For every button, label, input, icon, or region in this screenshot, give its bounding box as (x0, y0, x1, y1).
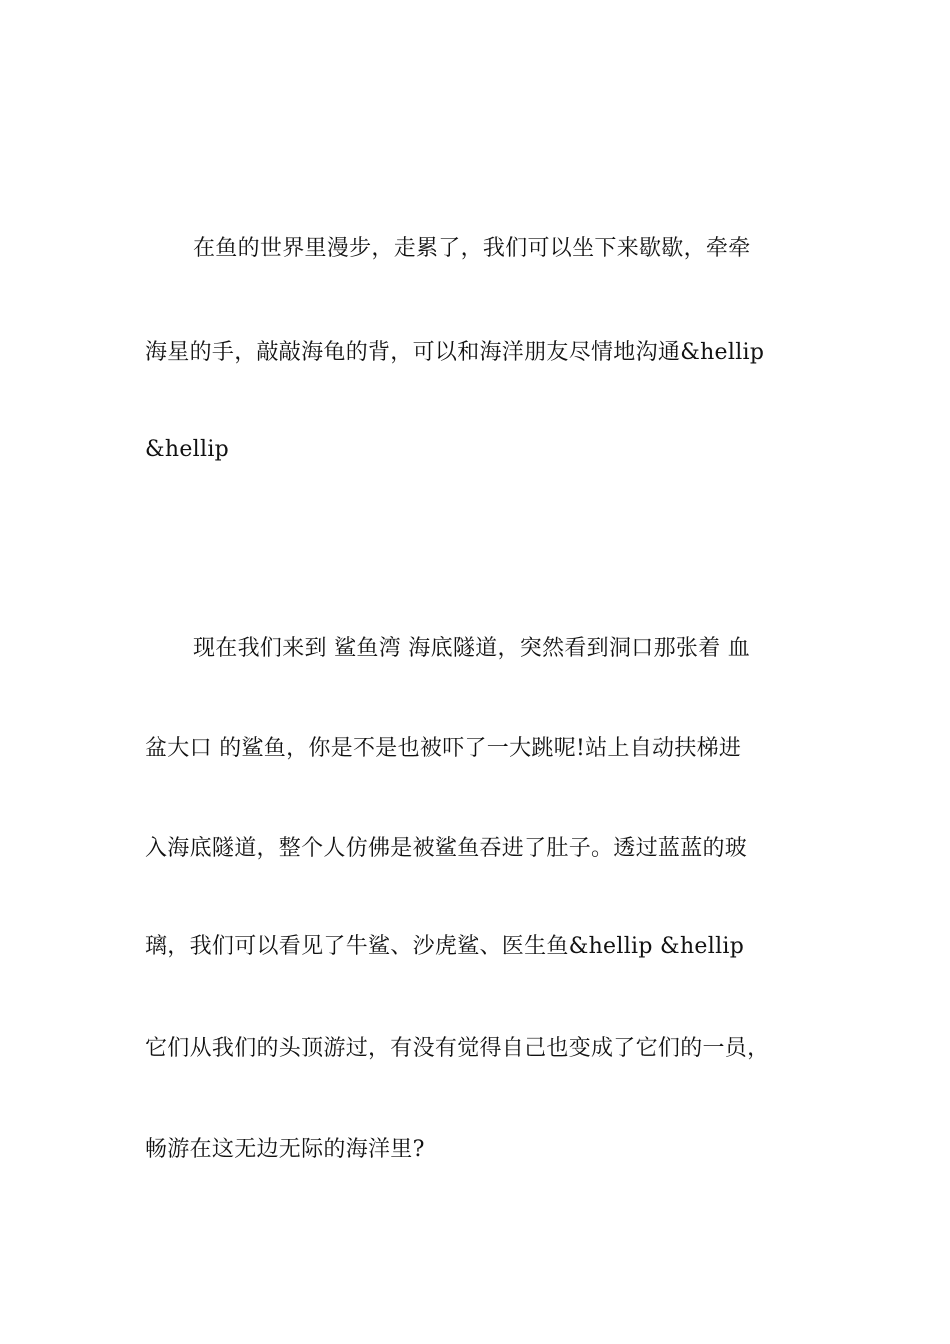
paragraph-line: 盆大口 的鲨鱼，你是不是也被吓了一大跳呢!站上自动扶梯进 (145, 736, 742, 761)
paragraph-line: 海星的手，敲敲海龟的背，可以和海洋朋友尽情地沟通&hellip (145, 340, 765, 365)
paragraph-line: 璃，我们可以看见了牛鲨、沙虎鲨、医生鱼&hellip &hellip (145, 934, 745, 959)
paragraph-line: 现在我们来到 鲨鱼湾 海底隧道，突然看到洞口那张着 血 (193, 636, 751, 661)
paragraph-line: 入海底隧道，整个人仿佛是被鲨鱼吞进了肚子。透过蓝蓝的玻 (145, 836, 748, 861)
paragraph-line: 畅游在这无边无际的海洋里? (145, 1137, 425, 1162)
paragraph-line: 它们从我们的头顶游过，有没有觉得自己也变成了它们的一员， (145, 1036, 770, 1061)
paragraph-line: 在鱼的世界里漫步，走累了，我们可以坐下来歇歇，牵牵 (193, 236, 751, 261)
paragraph-line: &hellip (145, 437, 230, 462)
